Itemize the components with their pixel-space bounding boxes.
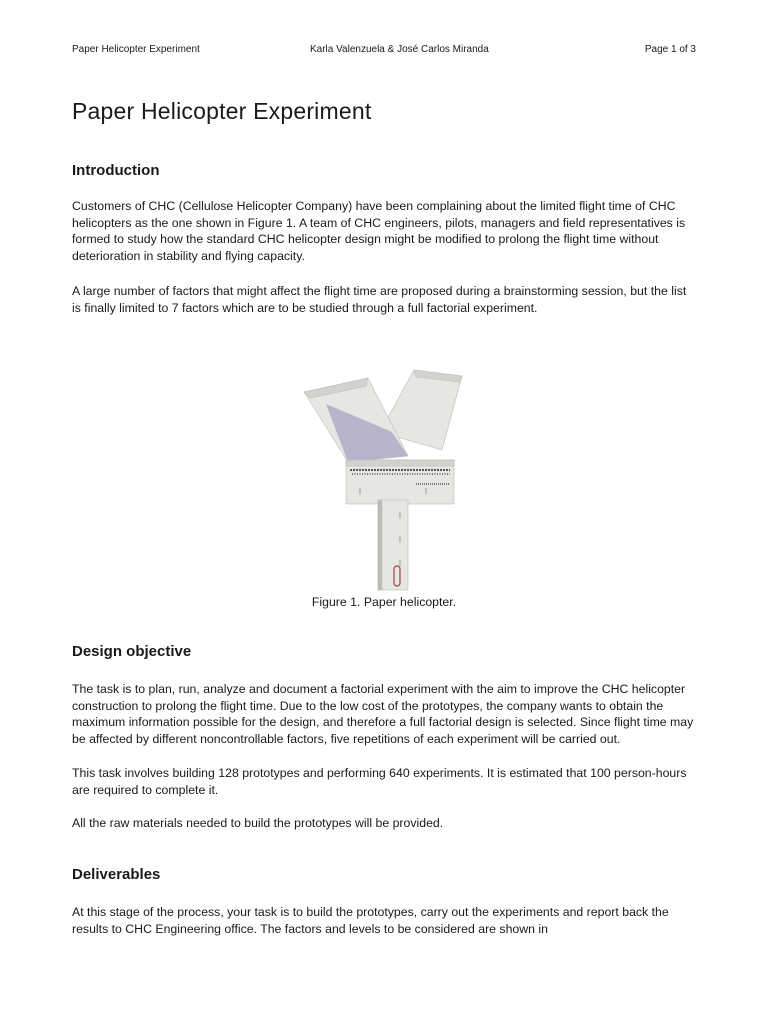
page-header [72,44,696,60]
helicopter-body [346,460,454,504]
body-fold-shadow [346,460,454,466]
document-title: Paper Helicopter Experiment [72,98,372,124]
design-objective-paragraph-2: This task involves building 128 prototypes and performing 640 experiments. It is estimated that 100 person-hours are required to complete it. [72,766,687,797]
paper-helicopter-figure [296,360,472,592]
stem-side-shadow [378,500,382,590]
header-page-number: Page 1 of 3 [644,44,696,55]
section-heading-introduction: Introduction [72,162,160,179]
helicopter-stem [378,500,408,590]
deliverables-paragraph-1: At this stage of the process, your task is to build the prototypes, carry out the experiments and report back the results to CHC Engineering office. The factors and levels to be considered are shown in [72,905,669,936]
header-document-title: Paper Helicopter Experiment [72,44,200,55]
section-heading-design-objective: Design objective [72,643,192,660]
introduction-paragraph-1: Customers of CHC (Cellulose Helicopter Company) have been complaining about the limited flight time of CHC helicopters as the one shown in Figure 1. A team of CHC engineers, pilots, managers and field representatives is formed to study how the standard CHC helicopter design might be modified to prolong the flight time without deterioration in stability and flying capacity. [72,199,686,263]
header-authors: Karla Valenzuela & José Carlos Miranda [310,44,489,55]
paper-helicopter-illustration [296,360,472,592]
section-heading-deliverables: Deliverables [72,866,161,883]
design-objective-paragraph-3: All the raw materials needed to build the prototypes will be provided. [72,816,444,830]
design-objective-paragraph-1: The task is to plan, run, analyze and document a factorial experiment with the aim to improve the CHC helicopter construction to prolong the flight time. Due to the low cost of the prototypes, the company wants to obtain the maximum information possible for the design, and therefore a full factorial design is selected. Since flight time may be affected by different noncontrollable factors, five repetitions of each experiment will be carried out. [72,682,694,746]
figure-caption: Figure 1. Paper helicopter. [311,595,457,609]
introduction-paragraph-2: A large number of factors that might affect the flight time are proposed during a brainstorming session, but the list is finally limited to 7 factors which are to be studied through a full factorial experiment. [72,284,687,315]
